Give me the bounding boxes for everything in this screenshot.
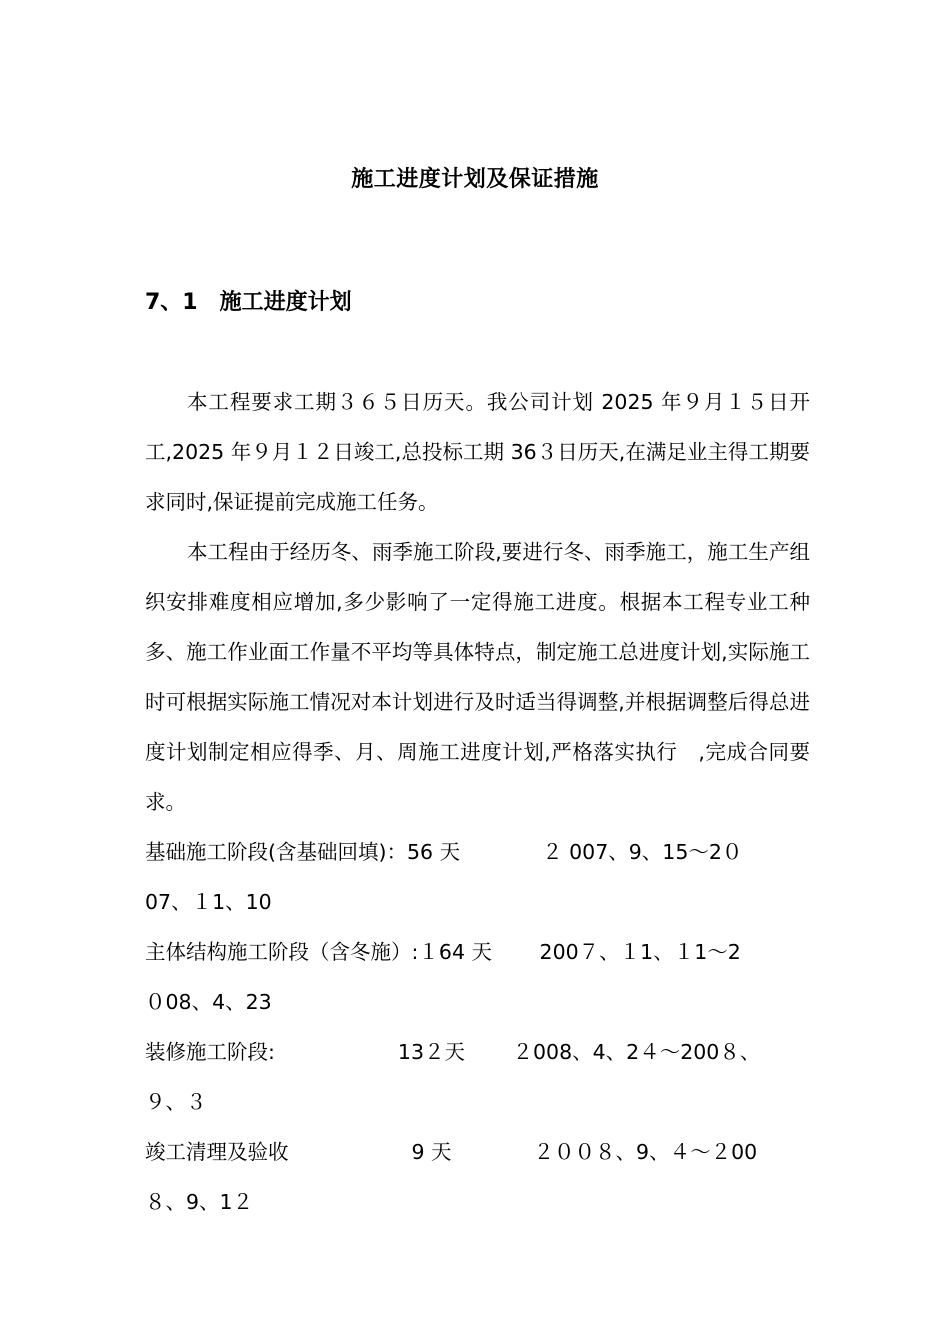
phase-line-decoration: 装修施工阶段: 13２天 ２008、4、2４～200８、 xyxy=(145,1040,761,1064)
phase-line-main-structure-cont: ０08、4、23 xyxy=(145,990,272,1014)
phase-line-main-structure: 主体结构施工阶段（含冬施）:１64 天 200７、１1、１1～2 xyxy=(145,940,741,964)
paragraph-construction-conditions: 本工程由于经历冬、雨季施工阶段,要进行冬、雨季施工，施工生产组织安排难度相应增加,多少影响了一定得施工进度。根据本工程专业工种多、施工作业面工作量不平均等具体特点，制定施工总进度计划,实际施工时可根据实际施工情况对本计划进行及时适当得调整,并根据调整后得总进度计划制定相应得季、月、周施工进度计划,严格落实执行 ,完成合同要求。 xyxy=(145,540,810,814)
phase-line-foundation: 基础施工阶段(含基础回填)：56 天 ２ 007、9、15～2０ xyxy=(145,840,743,864)
phase-line-foundation-cont: 07、１1、10 xyxy=(145,890,272,914)
document-title: 施工进度计划及保证措施 xyxy=(351,167,599,192)
section-number: 7、1 xyxy=(145,290,198,315)
section-title: 施工进度计划 xyxy=(219,290,352,315)
document-body xyxy=(145,377,810,1227)
phase-line-completion: 竣工清理及验收 9 天 ２００８、9、４～２00 xyxy=(145,1140,758,1164)
section-heading xyxy=(145,285,352,316)
paragraph-schedule: 本工程要求工期３６５日历天。我公司计划 2025 年９月１５日开工,2025 年９月１２日竣工,总投标工期 36３日历天,在满足业主得工期要求同时,保证提前完成施工任务。 xyxy=(145,390,810,514)
phase-line-decoration-cont: ９、３ xyxy=(145,1090,207,1114)
phase-line-completion-cont: ８、9、1２ xyxy=(145,1190,254,1214)
